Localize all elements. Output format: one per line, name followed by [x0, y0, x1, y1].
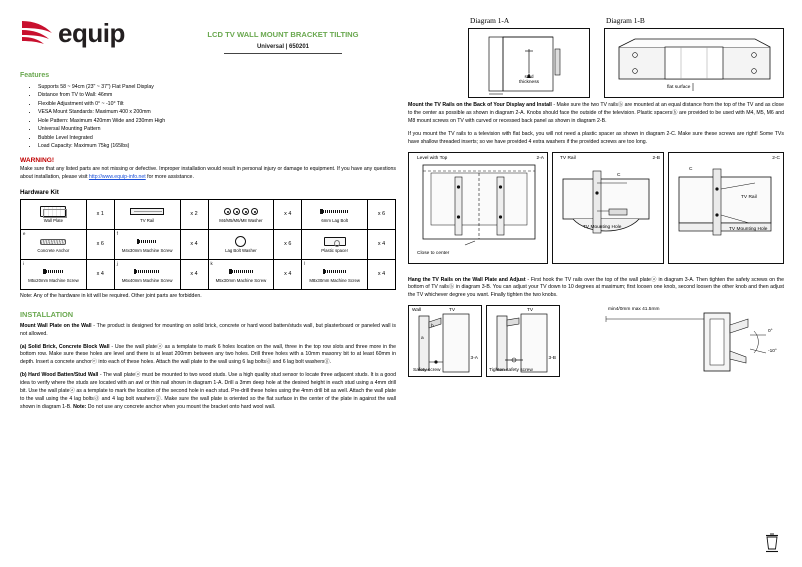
- machine-screw-icon: [137, 235, 158, 248]
- panel-3b-subcaption: Tighten safety screw: [489, 368, 533, 374]
- label-c: C: [617, 172, 621, 178]
- lag-bolt-icon: [320, 205, 349, 218]
- step-2-paragraph: [408, 102, 784, 126]
- hardware-kit-note: Note: Any of the hardware in kit will be required. Other joint parts are forbidden.: [20, 292, 202, 299]
- item-label: M5x30mm Machine Screw: [215, 278, 267, 283]
- item-quantity: x 4: [274, 259, 302, 289]
- step-title: Mount Wall Plate on the Wall: [20, 322, 92, 329]
- item-index: j: [116, 260, 118, 266]
- step-text: - The wall plateⓐ must be mounted to two wood studs. Use a high quality stud sensor to locate three adjacent studs. It is a good idea to verify where the studs are located with an awl or thin nail shown in diagram 1-A. Drill a 3mm deep hole at the desired height in each stud using a 4mm drill bit. Use the wall plateⓐ as a template to mark the location of the second hole in each stud. Pre-drill these holes using the 4mm drill bit as well. Attach the wall plate to the wall using the 4 lag boltsⓓ and 4 lag bolt washersⓖ. Make sure the wall plate is oriented so the flat surface in the center of the plate in against the wall shown in diagram 1-B.: [20, 372, 396, 410]
- list-item: • Bubble Level Integrated: [38, 134, 396, 142]
- hardware-cell-tv-rail: [114, 199, 180, 229]
- warning-text: [20, 166, 396, 182]
- item-quantity: x 4: [368, 229, 396, 259]
- step-text: - Make sure the two TV railsⓑ are mounted at an equal distance from the top of the TV and as close to the center as possible as shown in diagram 2-A. Knobs should face the outside of the television. Plastic spacersⓗ are provided to be used with M4, M5, M6 and M8 mount screws on TV with curved or recessed back panel as shown in diagram 2-B.: [408, 102, 785, 124]
- item-quantity: x 6: [274, 229, 302, 259]
- washer-set-icon: [224, 205, 258, 218]
- item-quantity: x 4: [368, 259, 396, 289]
- label-a: a: [421, 336, 424, 342]
- machine-screw-icon: [323, 265, 347, 278]
- hardware-cell-m6x40-screw: [114, 259, 180, 289]
- machine-screw-icon: [134, 265, 161, 278]
- item-label: M6x40mm Machine Screw: [121, 278, 173, 283]
- list-item: • Supports 58 ~ 94cm (23" ~ 37") Flat Panel Display: [38, 83, 396, 91]
- installation-step-1: [20, 323, 396, 339]
- panel-3a: [408, 305, 482, 377]
- hardware-cell-m5x20-screw: [21, 259, 87, 289]
- item-quantity: x 1: [86, 199, 114, 229]
- hardware-cell-m5x30-screw: [208, 259, 274, 289]
- item-quantity: x 4: [180, 259, 208, 289]
- label-c-2c: C: [689, 166, 693, 172]
- diagram-row-1: [408, 16, 784, 102]
- brand-logo: [20, 14, 170, 54]
- list-item: • Load Capacity: Maximum 75kg (165lbs): [38, 142, 396, 150]
- panel-2b-subcaption: TV Mounting Hole: [583, 224, 622, 230]
- panel-2a: [408, 152, 548, 264]
- warning-text-part1: Make sure that any listed parts are not missing or defective. Improper installation would result in personal injury or damage to equipment. If you have any questions about installation, please visit: [20, 166, 396, 181]
- panel-2a-caption: Level with Top: [417, 155, 448, 161]
- panel-2b-caption: TV Rail: [560, 155, 576, 161]
- panel-dimension: [586, 305, 784, 377]
- panel-2c-tag: 2-C: [772, 155, 780, 161]
- diagram-1a-label: Diagram 1-A: [470, 16, 510, 25]
- installation-heading: INSTALLATION: [20, 309, 74, 319]
- item-quantity: x 4: [86, 259, 114, 289]
- step-title: Hang the TV Rails on the Wall Plate and Adjust: [408, 276, 526, 283]
- right-column: [408, 16, 784, 381]
- plastic-spacer-icon: [324, 235, 346, 248]
- table-row: [21, 259, 396, 289]
- hardware-cell-m4-screw: [114, 229, 180, 259]
- step-note-label: Note:: [73, 403, 87, 410]
- title-divider: [224, 53, 342, 54]
- panel-2a-subcaption: Close to center: [417, 250, 450, 256]
- diagram-1b-caption: flat surface: [667, 85, 691, 90]
- panel-3a-tv-label: TV: [449, 308, 456, 314]
- hardware-cell-concrete-anchor: [21, 229, 87, 259]
- item-index: f: [116, 230, 118, 236]
- step-note-text: Do not use any concrete anchor when you mount the bracket onto hard wool wall.: [86, 403, 276, 410]
- table-row: [21, 229, 396, 259]
- installation-step-b: [20, 372, 396, 412]
- step-title: Mount the TV Rails on the Back of Your Display and Install: [408, 102, 552, 108]
- panel-2c: [668, 152, 784, 264]
- item-label: M4x30mm Machine Screw: [121, 248, 173, 253]
- features-list: [30, 83, 396, 150]
- warning-text-part2: for more assistance.: [145, 174, 194, 181]
- warning-heading: WARNING!: [20, 157, 55, 165]
- hardware-cell-lag-bolt-washer: [208, 229, 274, 259]
- concrete-anchor-icon: [40, 235, 66, 248]
- diagram-1a-caption: stud thickness: [519, 75, 539, 85]
- step-text: - Use the wall plateⓐ as a template to mark 6 holes location on the wall, three in the top row slots and three more in the bottom row. Make sure these holes are level and there is at least 200mm between any two holes. Drill three holes with a 10mm masonry bit to at least 60mm in depth. Insert a concrete anchorⓔ into each of these holes. Attach the wall plate to the wall using 6 lag boltsⓓ and 6 lag bolt washersⓖ.: [20, 343, 396, 366]
- model-subtitle: Universal | 650201: [256, 44, 310, 51]
- panel-2a-tag: 2-A: [536, 155, 544, 161]
- hardware-kit-heading: Hardware Kit: [20, 188, 59, 196]
- panel-2c-label: TV Rail: [741, 194, 757, 200]
- machine-screw-icon: [43, 265, 64, 278]
- panel-2c-subcaption: TV Mounting Hole: [729, 226, 768, 232]
- weee-bin-icon: [764, 531, 780, 553]
- list-item: • Flexible Adjustment with 0° ~ -10° Tilt: [38, 100, 396, 108]
- step-3-paragraph: [408, 277, 784, 301]
- item-index: e: [23, 230, 26, 236]
- item-quantity: x 6: [86, 229, 114, 259]
- item-index: l: [304, 260, 306, 266]
- item-label: TV Rail: [140, 218, 155, 223]
- diagram-row-2: [408, 152, 784, 270]
- list-item: • Universal Mounting Pattern: [38, 125, 396, 133]
- step-text: - The product is designed for mounting on solid brick, concrete or hard wood batten/studs wall, but plasterboard or paneled wall is not allowed.: [20, 322, 396, 337]
- dimension-label: min4/0mm max 41.5mm: [608, 307, 660, 313]
- panel-3a-tag: 3-A: [470, 356, 478, 362]
- left-column: [20, 72, 396, 417]
- step-2-paragraph-2: If you mount the TV rails to a television with flat back, you will not need a plastic spacer as shown in diagram 2-C. Make sure these screws are right! Some TVs have shallow threaded inserts; so we have provided 4 extra washers if the provided screws are too long.: [408, 130, 784, 145]
- hardware-cell-wall-plate: [21, 199, 87, 229]
- machine-screw-icon: [229, 265, 253, 278]
- hardware-cell-lag-bolt: [302, 199, 368, 229]
- item-label: Plastic spacer: [321, 248, 348, 253]
- diagram-row-3: [408, 305, 784, 381]
- hardware-cell-washer: [208, 199, 274, 229]
- diagram-1a-figure: [468, 28, 590, 98]
- diagram-1b-figure: [604, 28, 784, 98]
- wall-plate-icon: [40, 205, 66, 218]
- panel-2b: [552, 152, 664, 264]
- item-quantity: x 4: [180, 229, 208, 259]
- page-title: LCD TV WALL MOUNT BRACKET TILTING: [207, 30, 359, 39]
- support-link[interactable]: http://www.equip-info.net: [88, 174, 146, 181]
- angle-label-min: -10°: [768, 349, 777, 355]
- features-heading: Features: [20, 72, 50, 79]
- lag-bolt-washer-icon: [235, 235, 246, 248]
- panel-3b-tag: 3-B: [548, 356, 556, 362]
- step-title: (b) Hard Wood Batten/Stud Wall: [20, 372, 99, 379]
- hardware-cell-m8x30-screw: [302, 259, 368, 289]
- item-label: Wall Plate: [43, 218, 63, 223]
- panel-3b-tv-label: TV: [527, 308, 534, 314]
- document-title-block: [168, 30, 398, 54]
- list-item: • Distance from TV to Wall: 46mm: [38, 91, 396, 99]
- label-b: b: [431, 324, 434, 330]
- table-row: [21, 199, 396, 229]
- panel-2b-tag: 2-B: [652, 155, 660, 161]
- brand-name: equip: [58, 18, 125, 48]
- hardware-cell-plastic-spacer: [302, 229, 368, 259]
- step-title: (a) Solid Brick, Concrete Block Wall: [20, 343, 110, 350]
- item-quantity: x 2: [180, 199, 208, 229]
- installation-step-a: [20, 344, 396, 368]
- step-text: - First hook the TV rails over the top of the wall plateⓐ in diagram 3-A. Then tighten the safety screws on the bottom of TV railsⓑ in diagram 3-B. You can adjust your TV down to 10 degrees at maximum; first loosen one knob, second loosen the other knob and then adjust the TV whichever degree you want. Finally tighten the two knobs.: [408, 276, 784, 299]
- list-item: • Hole Pattern: Maximum 420mm Wide and 230mm High: [38, 117, 396, 125]
- item-label: Lag Bolt Washer: [225, 248, 257, 253]
- item-label: M5x20mm Machine Screw: [28, 278, 79, 283]
- angle-label: 0°: [768, 329, 773, 335]
- tv-rail-icon: [130, 205, 164, 218]
- item-label: M4/M5/M6/M8 Washer: [219, 218, 263, 223]
- diagram-1b-label: Diagram 1-B: [606, 16, 645, 25]
- item-index: k: [210, 260, 213, 266]
- list-item: • VESA Mount Standards: Maximum 400 x 200mm: [38, 108, 396, 116]
- item-label: M8x30mm Machine Screw: [309, 278, 360, 283]
- item-label: 6mm Lag Bolt: [321, 218, 348, 223]
- item-index: i: [23, 260, 24, 266]
- hardware-kit-table: [20, 199, 396, 290]
- panel-3b: [486, 305, 560, 377]
- item-label: Concrete Anchor: [37, 248, 70, 253]
- equip-swoosh-logo-icon: [20, 16, 54, 50]
- panel-3a-wall-label: Wall: [412, 308, 422, 314]
- item-quantity: x 4: [274, 199, 302, 229]
- item-quantity: x 6: [368, 199, 396, 229]
- panel-3a-subcaption: Safety screw: [413, 368, 441, 374]
